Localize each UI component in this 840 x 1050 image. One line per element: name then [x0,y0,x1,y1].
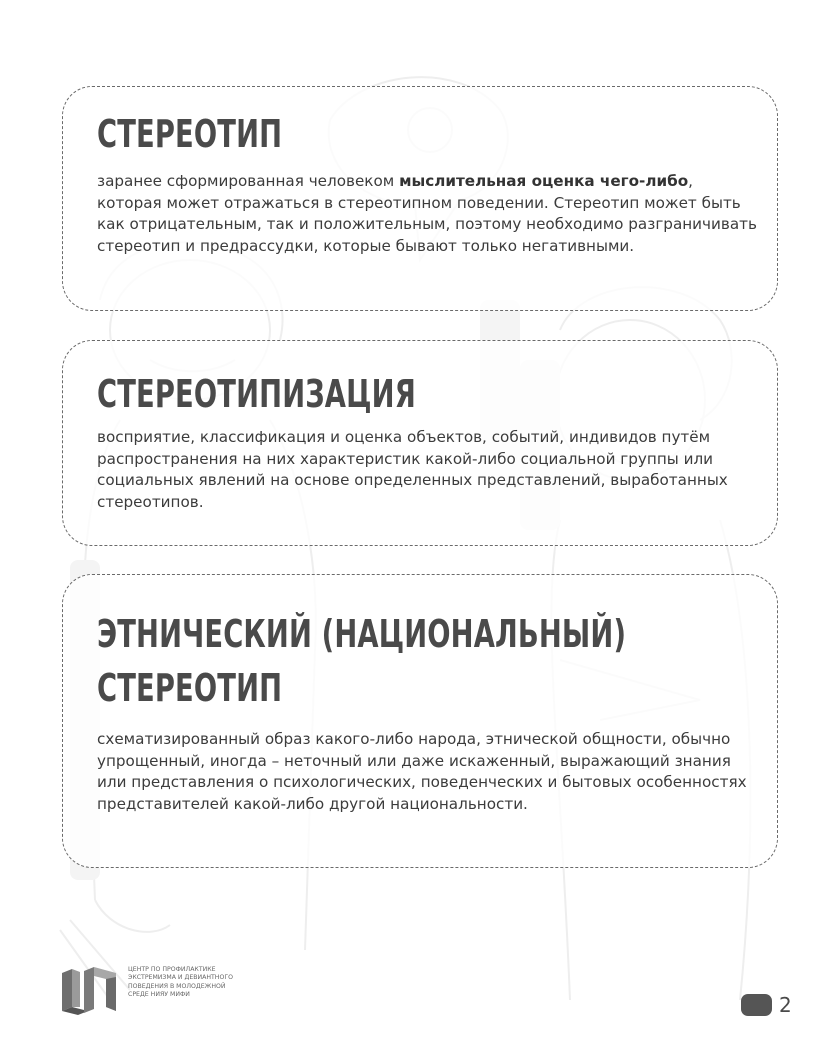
highlight-text: мыслительная оценка чего-либо [399,172,689,190]
title-line: СТЕРЕОТИП [97,666,283,710]
card-title [97,607,626,715]
card-title: СТЕРЕОТИПИЗАЦИЯ [97,372,416,416]
page-badge [741,994,772,1016]
center-logo-icon [58,963,122,1017]
title-line: ЭТНИЧЕСКИЙ (НАЦИОНАЛЬНЫЙ) [97,612,627,656]
org-line: СРЕДЕ НИЯУ МИФИ [128,991,190,999]
card-description [97,171,757,258]
organization-name [128,966,268,1000]
card-stereotyping [62,340,778,546]
org-line: ЦЕНТР ПО ПРОФИЛАКТИКЕ [128,966,216,973]
card-title: СТЕРЕОТИП [97,112,283,156]
org-line: ПОВЕДЕНИЯ В МОЛОДЕЖНОЙ [128,982,226,990]
card-description: схематизированный образ какого-либо народа, этнической общности, обычно упрощенный, иногда – неточный или даже искаженный, выражающий знания или представления о психологических, поведенческих и бытовых особенностях представителей какой-либо другой национальности. [97,730,747,814]
org-line: ЭКСТРЕМИЗМА И ДЕВИАНТНОГО [128,974,233,982]
page-number: 2 [779,993,792,1017]
card-stereotype [62,86,778,311]
card-description: восприятие, классификация и оценка объектов, событий, индивидов путём распространения на них характеристик какой-либо социальной группы или социальных явлений на основе определенных представлений, выработанных стереотипов. [97,428,728,512]
card-ethnic-stereotype [62,574,778,868]
text-part: , которая может отражаться в стереотипном поведении. Стереотип может быть как отрицательным, так и положительным, поэтому необходимо разграничивать стереотип и предрассудки, которые бывают только негативными. [97,172,757,256]
text-part: заранее сформированная человеком [97,172,400,190]
